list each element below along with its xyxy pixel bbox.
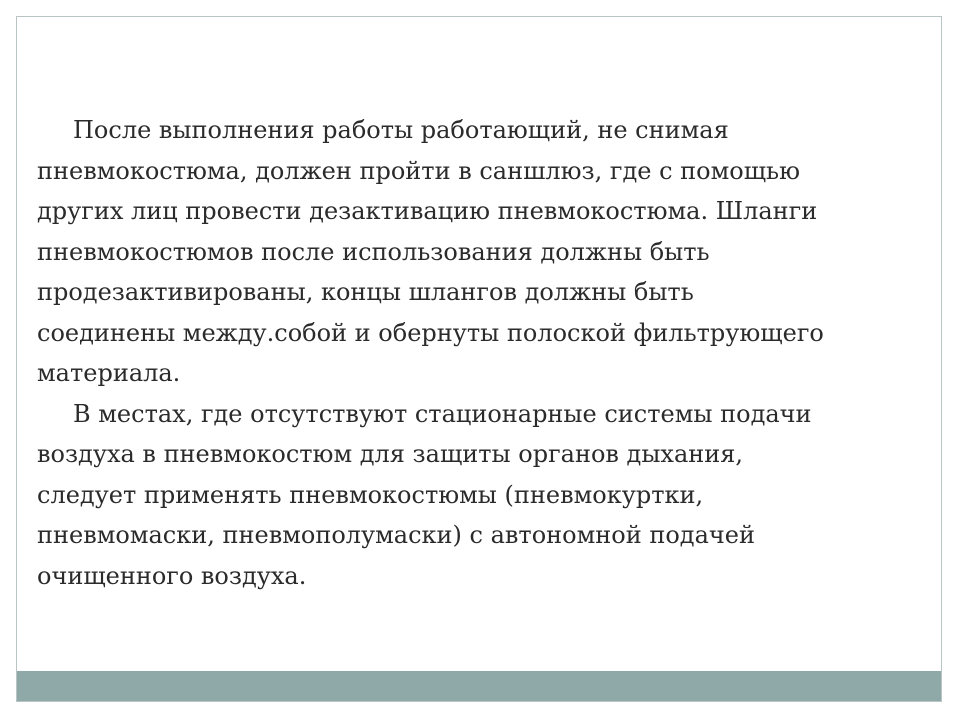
paragraph-1-line: пневмокостюма, должен пройти в саншлюз, где с помощью [37, 156, 800, 185]
paragraph-2-line: пневмомаски, пневмополумаски) с автономной подачей [37, 521, 755, 549]
paragraph-1-line: После выполнения работы работающий, не снимая [73, 116, 729, 144]
footer-band [17, 671, 941, 701]
paragraph-2-line: воздуха в пневмокостюм для защиты органов дыхания, [37, 440, 744, 468]
paragraph-1-line: соединены между.собой и обернуты полоской фильтрующего [37, 318, 824, 347]
paragraph-2-line: В местах, где отсутствуют стационарные системы подачи [73, 399, 812, 428]
paragraph-2-line: следует применять пневмокостюмы (пневмокуртки, [37, 480, 704, 509]
paragraph-2-line: очищенного воздуха. [37, 561, 307, 590]
paragraph-1-line: других лиц провести дезактивацию пневмокостюма. Шланги [37, 197, 818, 225]
paragraph-1-line: материала. [37, 359, 181, 387]
paragraph-1-line: продезактивированы, концы шлангов должны быть [37, 278, 694, 306]
paragraph-1-line: пневмокостюмов после использования должны быть [37, 237, 710, 266]
paragraph-1 [37, 110, 915, 394]
slide-body-text [37, 110, 915, 596]
paragraph-2 [37, 394, 915, 597]
